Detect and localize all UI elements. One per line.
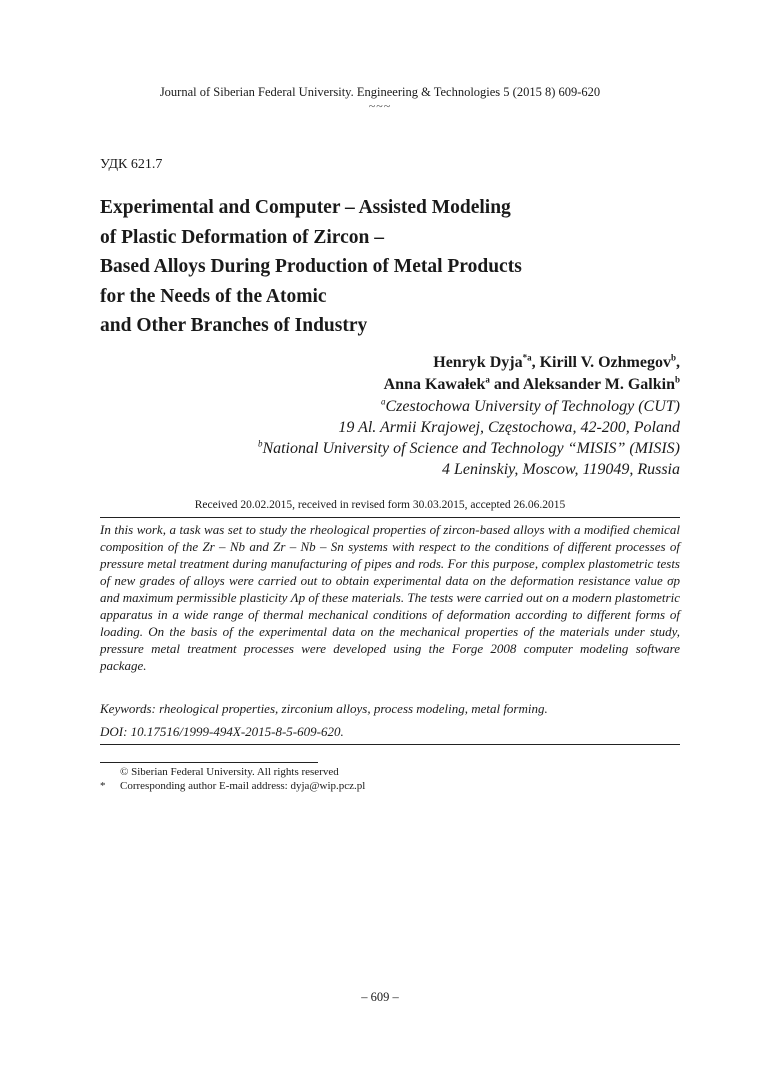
footnote-text: Corresponding author E-mail address: dyja@wip.pcz.pl — [120, 780, 366, 792]
title-line: Based Alloys During Production of Metal Products — [100, 256, 522, 277]
author-line-1 — [384, 352, 680, 374]
article-title — [100, 193, 660, 341]
affiliation-b-address: 4 Leninskiy, Moscow, 119049, Russia — [441, 461, 680, 478]
author-name: Anna Kawałek — [383, 376, 486, 393]
udc-code: УДК 621.7 — [100, 157, 163, 172]
affiliations — [258, 396, 680, 480]
author-line-2 — [384, 374, 680, 396]
footnotes — [100, 765, 365, 793]
author-list — [384, 352, 680, 396]
author-name: Aleksander M. Galkin — [522, 376, 675, 393]
author-affiliation-mark: b — [674, 374, 680, 385]
page-number: – 609 – — [361, 990, 399, 1004]
author-separator: , — [676, 354, 680, 371]
footnote-mark: * — [100, 780, 106, 792]
footnote-corresponding — [100, 779, 365, 793]
doi: DOI: 10.17516/1999-494X-2015-8-5-609-620. — [100, 724, 344, 739]
affiliation-b-name — [258, 438, 680, 459]
title-line: of Plastic Deformation of Zircon – — [100, 226, 384, 248]
affiliation-text: National University of Science and Technology “MISIS” (MISIS) — [262, 440, 680, 457]
author-affiliation-mark: b — [670, 352, 676, 363]
abstract-top-rule — [100, 517, 680, 518]
abstract: In this work, a task was set to study the rheological properties of zircon-based alloys with a modified chemical composition of the Zr – Nb and Zr – Nb – Sn systems with respect to the conditions of different processes of pressure metal treatment during manufacturing of pipes and rods. For this purpose, complex plastometric tests of new grades of alloys were carried out to obtain experimental data on the deformation resistance value σp and maximum permissible plasticity Λp of these materials. The tests were carried out on a modern plastometric apparatus in a wide range of thermal mechanical conditions of deformation according to different forms of loading. On the basis of the experimental data on the mechanical properties of the materials under study, pressure metal treatment processes were developed using the Forge 2008 computer modeling software package. — [100, 522, 680, 673]
title-line: Experimental and Computer – Assisted Modeling — [100, 197, 511, 218]
author-separator: , — [531, 354, 540, 371]
affiliation-mark: b — [257, 438, 263, 449]
affiliation-a-address: 19 Al. Armii Krajowej, Częstochowa, 42-200, Poland — [338, 419, 680, 436]
footnote-copyright — [100, 765, 365, 779]
title-line: and Other Branches of Industry — [100, 315, 368, 336]
footnote-rule — [100, 762, 318, 763]
keywords: Keywords: rheological properties, zirconium alloys, process modeling, metal forming. — [100, 701, 548, 716]
author-separator: and — [489, 376, 523, 393]
author-name: Henryk Dyja — [433, 354, 523, 371]
header-ornament: ~~~ — [368, 99, 392, 113]
affiliation-text: Czestochowa University of Technology (CUT) — [385, 398, 680, 415]
footnote-text: © Siberian Federal University. All rights reserved — [120, 766, 339, 778]
affiliation-mark: a — [381, 396, 386, 407]
received-dates: Received 20.02.2015, received in revised form 30.03.2015, accepted 26.06.2015 — [194, 499, 566, 511]
author-affiliation-mark: *a — [522, 352, 532, 363]
author-name: Kirill V. Ozhmegov — [539, 354, 671, 371]
author-affiliation-mark: a — [485, 374, 490, 385]
journal-header: Journal of Siberian Federal University. Engineering & Technologies 5 (2015 8) 609-620 — [159, 85, 601, 99]
affiliation-a-name — [258, 396, 680, 417]
abstract-bottom-rule — [100, 744, 680, 745]
title-line: for the Needs of the Atomic — [100, 285, 327, 307]
